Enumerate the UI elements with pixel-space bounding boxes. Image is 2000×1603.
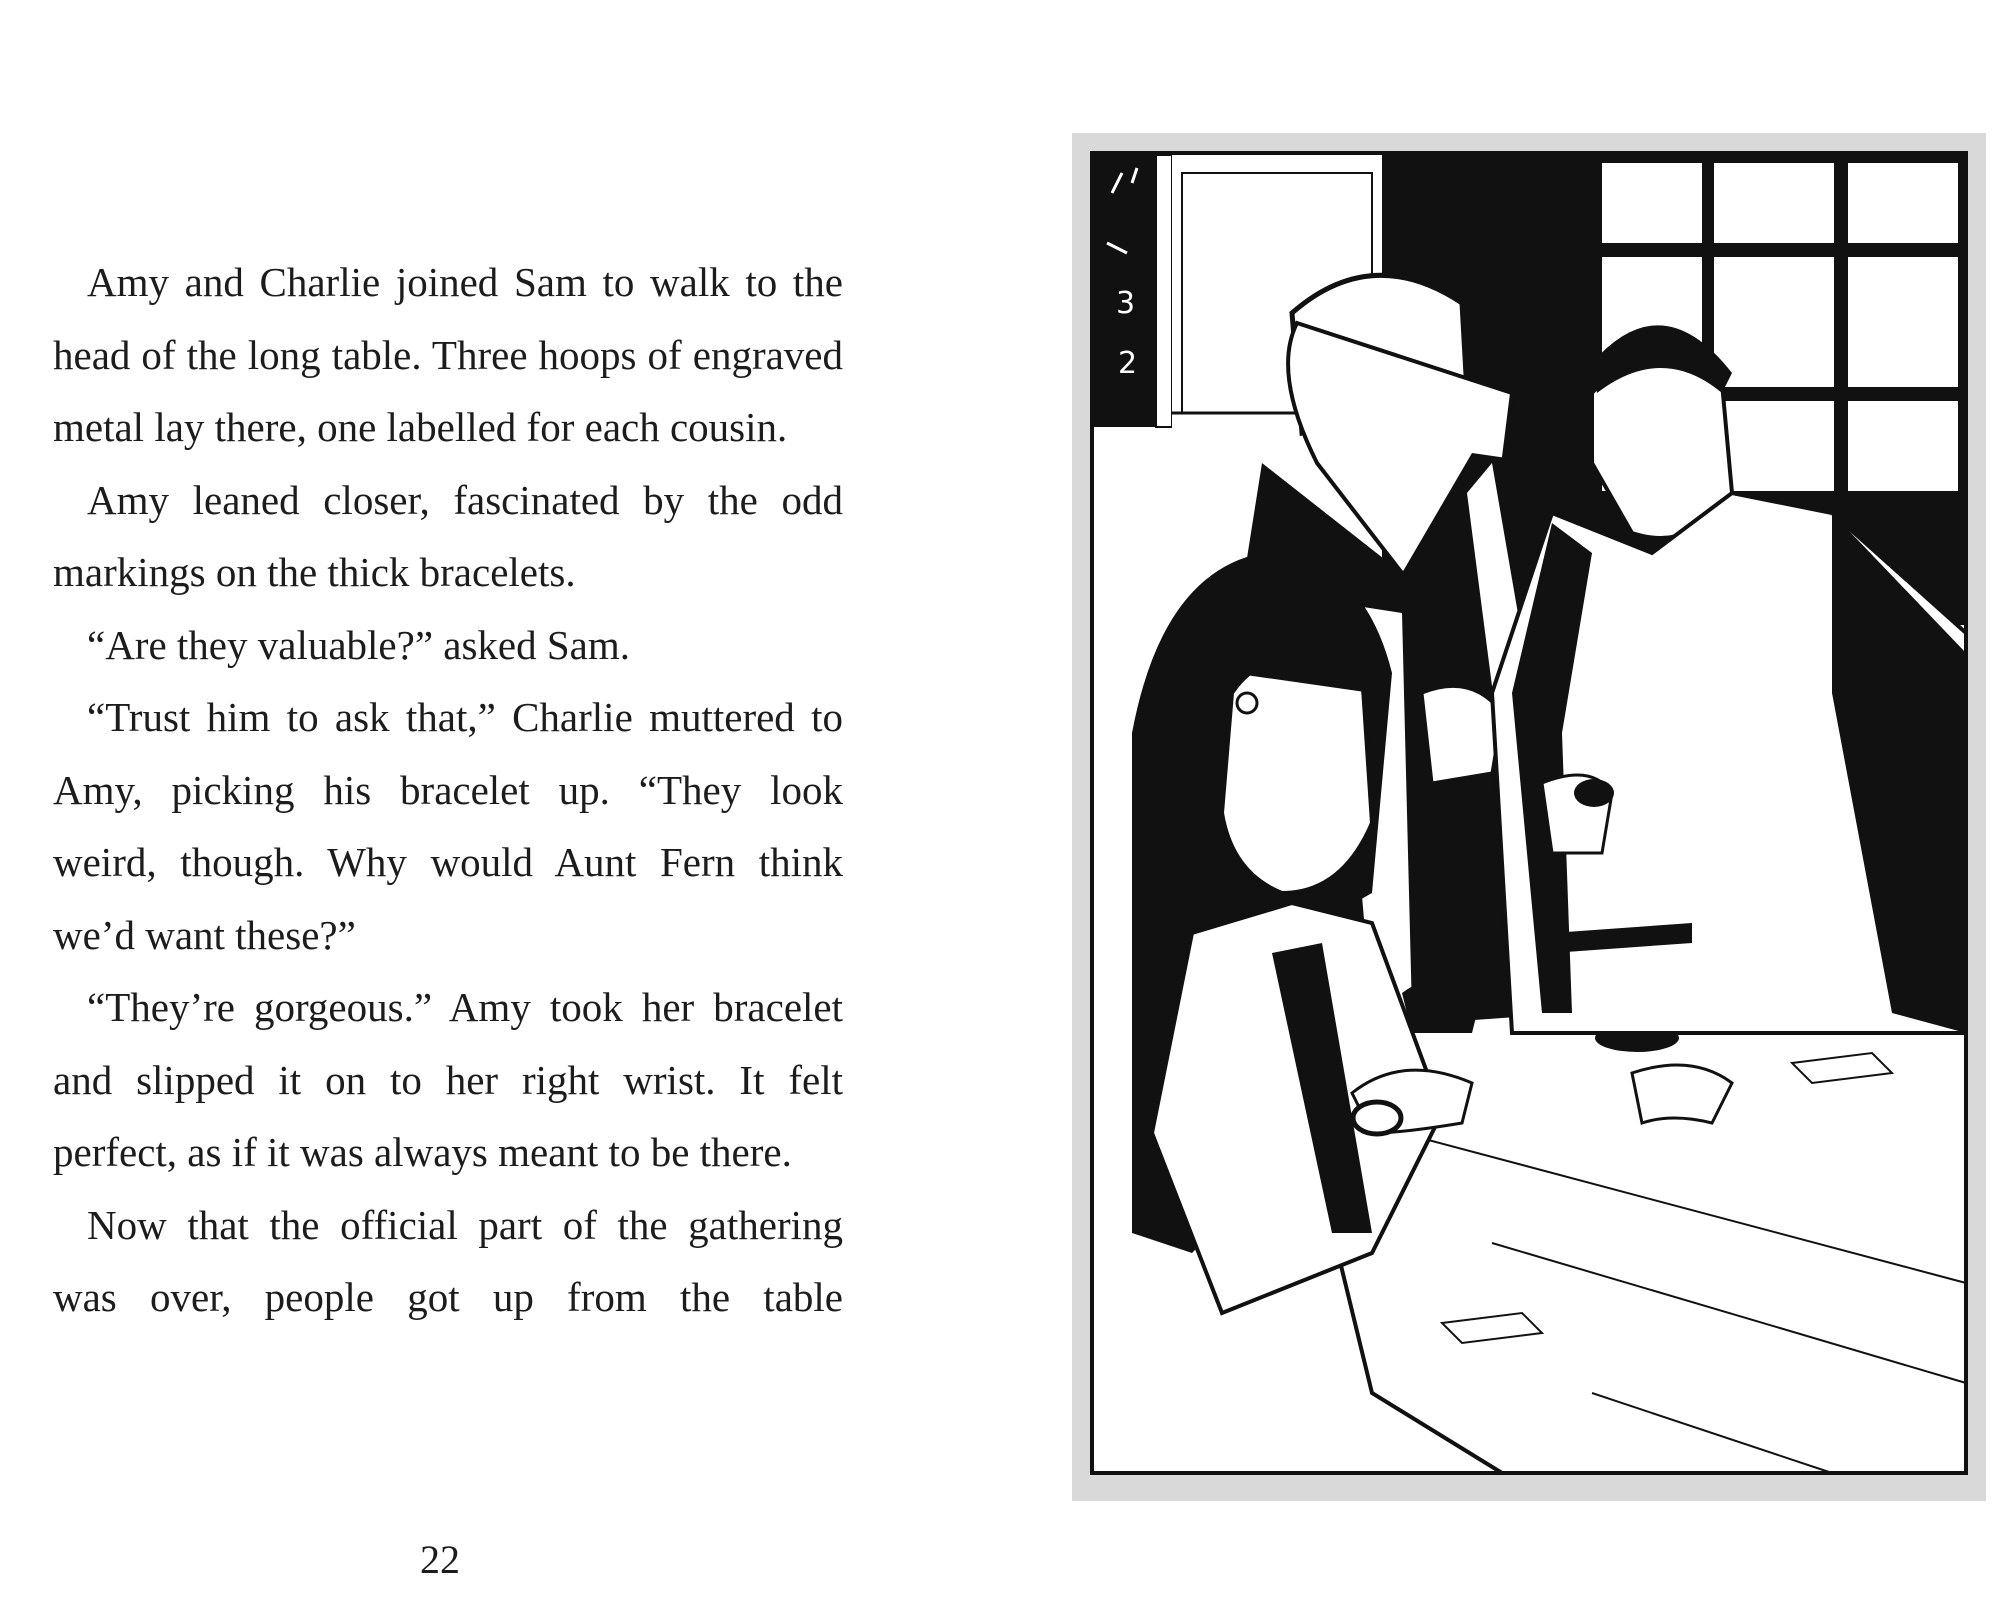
- paragraph: Now that the official part of the gathering was over, people got up from the table: [53, 1201, 843, 1320]
- hair-clip: [1237, 693, 1257, 713]
- blackboard-mark: 2: [1118, 346, 1138, 381]
- girl-glove: [1402, 978, 1482, 1033]
- blackboard-frame: [1156, 155, 1172, 427]
- body-text: [53, 246, 843, 1334]
- paragraph: “Are they valuable?” asked Sam.: [87, 621, 631, 668]
- girl-bracelet: [1353, 1102, 1401, 1134]
- illustration-frame: [1072, 133, 1986, 1501]
- paragraph: Amy leaned closer, fascinated by the odd markings on the thick bracelets.: [53, 476, 843, 595]
- right-page: [1060, 0, 2000, 1603]
- paragraph: “They’re gorgeous.” Amy took her bracelet and slipped it on to her right wrist. It felt perfect, as if it was always meant to be there.: [53, 984, 843, 1175]
- held-bracelet: [1574, 779, 1614, 807]
- illustration-three-children-at-table: [1072, 133, 1986, 1501]
- boy-hand: [1422, 686, 1502, 783]
- page-number: 22: [420, 1537, 460, 1582]
- paragraph: Amy and Charlie joined Sam to walk to the head of the long table. Three hoops of engraved metal lay there, one labelled for each cousin.: [53, 259, 843, 450]
- boy-right-table-hand: [1632, 1065, 1732, 1123]
- blackboard-mark: 3: [1116, 286, 1136, 321]
- paragraph: “Trust him to ask that,” Charlie muttered to Amy, picking his bracelet up. “They look weird, though. Why would Aunt Fern think we’d want these?”: [53, 694, 843, 958]
